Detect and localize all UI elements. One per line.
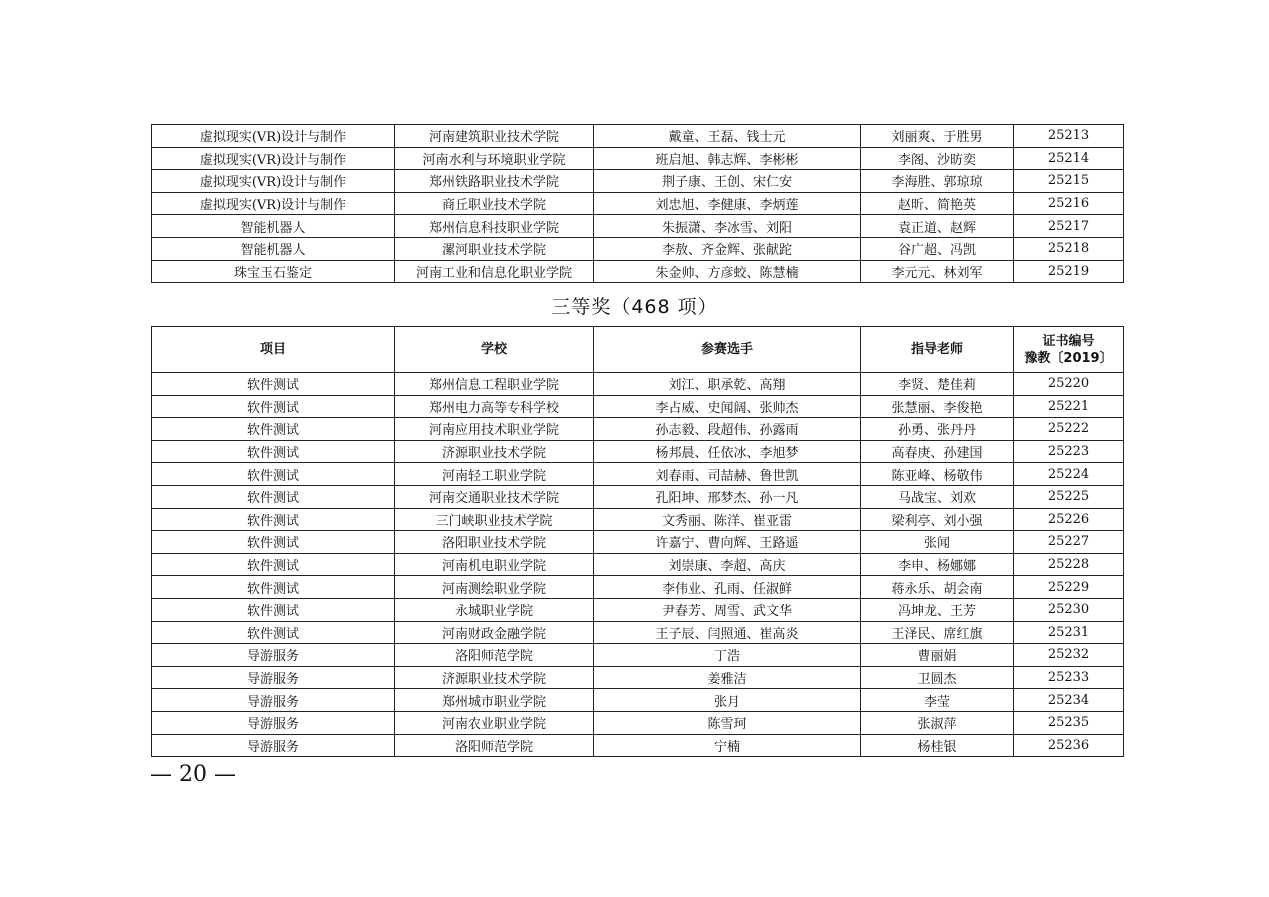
- cell-school: 济源职业技术学院: [395, 440, 594, 463]
- cell-contestants: 孙志毅、段超伟、孙露雨: [594, 418, 861, 441]
- cell-project: 软件测试: [152, 576, 395, 599]
- cell-cert-number: 25234: [1014, 689, 1124, 712]
- cell-advisors: 马战宝、刘欢: [861, 485, 1014, 508]
- cell-project: 珠宝玉石鉴定: [152, 260, 395, 283]
- cell-advisors: 孙勇、张丹丹: [861, 418, 1014, 441]
- table-row: [152, 689, 1124, 712]
- cell-project: 软件测试: [152, 621, 395, 644]
- cell-contestants: 许嘉宁、曹向辉、王路遥: [594, 531, 861, 554]
- cell-advisors: 梁利亭、刘小强: [861, 508, 1014, 531]
- cell-project: 导游服务: [152, 689, 395, 712]
- table-row: [152, 395, 1124, 418]
- cell-project: 软件测试: [152, 463, 395, 486]
- table-row: [152, 485, 1124, 508]
- section-title: 三等奖（468 项）: [551, 296, 718, 318]
- cell-school: 洛阳职业技术学院: [395, 531, 594, 554]
- continued-table-body: [152, 125, 1124, 283]
- cell-cert-number: 25231: [1014, 621, 1124, 644]
- cell-contestants: 班启旭、韩志辉、李彬彬: [594, 147, 861, 170]
- cell-contestants: 刘崇康、李超、高庆: [594, 553, 861, 576]
- cell-school: 郑州信息工程职业学院: [395, 373, 594, 396]
- cell-advisors: 冯坤龙、王芳: [861, 598, 1014, 621]
- cell-school: 河南交通职业技术学院: [395, 485, 594, 508]
- cell-project: 软件测试: [152, 373, 395, 396]
- cell-school: 河南农业职业学院: [395, 711, 594, 734]
- table-row: [152, 440, 1124, 463]
- cell-cert-number: 25236: [1014, 734, 1124, 757]
- cell-contestants: 刘江、职承乾、高翔: [594, 373, 861, 396]
- table-row: [152, 215, 1124, 238]
- table-row: [152, 644, 1124, 667]
- header-cert-line1: 证书编号: [1042, 333, 1095, 349]
- cell-cert-number: 25227: [1014, 531, 1124, 554]
- cell-school: 三门峡职业技术学院: [395, 508, 594, 531]
- cell-school: 河南建筑职业技术学院: [395, 125, 594, 148]
- table-row: [152, 666, 1124, 689]
- cell-cert-number: 25233: [1014, 666, 1124, 689]
- cell-school: 河南机电职业学院: [395, 553, 594, 576]
- cell-contestants: 杨邦晨、任依冰、李旭梦: [594, 440, 861, 463]
- cell-cert-number: 25228: [1014, 553, 1124, 576]
- cell-cert-number: 25218: [1014, 237, 1124, 260]
- cell-project: 软件测试: [152, 395, 395, 418]
- cell-project: 软件测试: [152, 485, 395, 508]
- cell-school: 河南工业和信息化职业学院: [395, 260, 594, 283]
- cell-contestants: 尹春芳、周雪、武文华: [594, 598, 861, 621]
- cell-contestants: 朱金帅、方彦蛟、陈慧楠: [594, 260, 861, 283]
- cell-advisors: 刘丽爽、于胜男: [861, 125, 1014, 148]
- cell-contestants: 王子辰、闫照通、崔高炎: [594, 621, 861, 644]
- header-cert-line2: 豫教〔2019〕: [1024, 350, 1113, 366]
- cell-contestants: 文秀丽、陈洋、崔亚雷: [594, 508, 861, 531]
- header-contestants: 参赛选手: [594, 327, 861, 373]
- table-row: [152, 711, 1124, 734]
- cell-contestants: 李占威、史闻阔、张帅杰: [594, 395, 861, 418]
- table-row: [152, 125, 1124, 148]
- table-row: [152, 260, 1124, 283]
- header-advisors: 指导老师: [861, 327, 1014, 373]
- cell-contestants: 陈雪珂: [594, 711, 861, 734]
- cell-cert-number: 25215: [1014, 170, 1124, 193]
- cell-advisors: 袁正道、赵辉: [861, 215, 1014, 238]
- cell-advisors: 陈亚峰、杨敬伟: [861, 463, 1014, 486]
- table-row: [152, 621, 1124, 644]
- cell-school: 永城职业学院: [395, 598, 594, 621]
- cell-school: 洛阳师范学院: [395, 734, 594, 757]
- third-prize-table-body: [152, 373, 1124, 757]
- cell-cert-number: 25222: [1014, 418, 1124, 441]
- cell-contestants: 李伟业、孔雨、任淑鲜: [594, 576, 861, 599]
- cell-contestants: 戴童、王磊、钱士元: [594, 125, 861, 148]
- cell-cert-number: 25235: [1014, 711, 1124, 734]
- cell-contestants: 李敖、齐金辉、张献跎: [594, 237, 861, 260]
- table-row: [152, 553, 1124, 576]
- table-row: [152, 734, 1124, 757]
- table-row: [152, 418, 1124, 441]
- cell-advisors: 李阁、沙昉奕: [861, 147, 1014, 170]
- cell-advisors: 张淑萍: [861, 711, 1014, 734]
- continued-award-table: [151, 124, 1124, 283]
- cell-cert-number: 25217: [1014, 215, 1124, 238]
- cell-school: 郑州铁路职业技术学院: [395, 170, 594, 193]
- cell-school: 郑州电力高等专科学校: [395, 395, 594, 418]
- table-row: [152, 237, 1124, 260]
- cell-school: 河南水利与环境职业学院: [395, 147, 594, 170]
- cell-cert-number: 25220: [1014, 373, 1124, 396]
- cell-advisors: 王泽民、席红旗: [861, 621, 1014, 644]
- cell-cert-number: 25225: [1014, 485, 1124, 508]
- cell-project: 导游服务: [152, 734, 395, 757]
- cell-project: 软件测试: [152, 508, 395, 531]
- cell-cert-number: 25232: [1014, 644, 1124, 667]
- cell-school: 济源职业技术学院: [395, 666, 594, 689]
- table-row: [152, 192, 1124, 215]
- cell-advisors: 张闻: [861, 531, 1014, 554]
- cell-contestants: 姜雅洁: [594, 666, 861, 689]
- cell-project: 虚拟现实(VR)设计与制作: [152, 125, 395, 148]
- header-school: 学校: [395, 327, 594, 373]
- cell-school: 漯河职业技术学院: [395, 237, 594, 260]
- cell-cert-number: 25216: [1014, 192, 1124, 215]
- cell-cert-number: 25229: [1014, 576, 1124, 599]
- cell-advisors: 张慧丽、李俊艳: [861, 395, 1014, 418]
- cell-advisors: 谷广超、冯凯: [861, 237, 1014, 260]
- table-row: [152, 170, 1124, 193]
- table-header: [152, 327, 1124, 373]
- cell-advisors: 李贤、楚佳莉: [861, 373, 1014, 396]
- cell-advisors: 杨桂银: [861, 734, 1014, 757]
- table-row: [152, 531, 1124, 554]
- cell-project: 导游服务: [152, 644, 395, 667]
- cell-project: 软件测试: [152, 598, 395, 621]
- cell-cert-number: 25214: [1014, 147, 1124, 170]
- table-row: [152, 463, 1124, 486]
- cell-contestants: 张月: [594, 689, 861, 712]
- cell-contestants: 朱振潇、李冰雪、刘阳: [594, 215, 861, 238]
- cell-school: 郑州信息科技职业学院: [395, 215, 594, 238]
- cell-advisors: 卫圆杰: [861, 666, 1014, 689]
- cell-project: 导游服务: [152, 711, 395, 734]
- cell-contestants: 宁楠: [594, 734, 861, 757]
- cell-project: 虚拟现实(VR)设计与制作: [152, 192, 395, 215]
- cell-advisors: 高春庚、孙建国: [861, 440, 1014, 463]
- cell-cert-number: 25223: [1014, 440, 1124, 463]
- cell-advisors: 李申、杨娜娜: [861, 553, 1014, 576]
- cell-project: 智能机器人: [152, 237, 395, 260]
- cell-advisors: 曹丽娟: [861, 644, 1014, 667]
- cell-project: 虚拟现实(VR)设计与制作: [152, 170, 395, 193]
- cell-project: 软件测试: [152, 553, 395, 576]
- cell-contestants: 刘忠旭、李健康、李炳莲: [594, 192, 861, 215]
- cell-school: 河南财政金融学院: [395, 621, 594, 644]
- cell-school: 河南轻工职业学院: [395, 463, 594, 486]
- cell-cert-number: 25226: [1014, 508, 1124, 531]
- page-number: — 20 —: [150, 762, 236, 787]
- cell-project: 软件测试: [152, 418, 395, 441]
- cell-school: 商丘职业技术学院: [395, 192, 594, 215]
- cell-school: 洛阳师范学院: [395, 644, 594, 667]
- cell-contestants: 丁浩: [594, 644, 861, 667]
- cell-advisors: 李海胜、郭琼琼: [861, 170, 1014, 193]
- third-prize-table: [151, 326, 1124, 757]
- table-row: [152, 576, 1124, 599]
- cell-advisors: 李元元、林刘军: [861, 260, 1014, 283]
- cell-project: 导游服务: [152, 666, 395, 689]
- header-project: 项目: [152, 327, 395, 373]
- cell-advisors: 赵昕、简艳英: [861, 192, 1014, 215]
- cell-school: 郑州城市职业学院: [395, 689, 594, 712]
- table-row: [152, 508, 1124, 531]
- cell-school: 河南测绘职业学院: [395, 576, 594, 599]
- cell-contestants: 刘春雨、司喆赫、鲁世凯: [594, 463, 861, 486]
- cell-project: 软件测试: [152, 531, 395, 554]
- cell-contestants: 孔阳坤、邢梦杰、孙一凡: [594, 485, 861, 508]
- cell-project: 软件测试: [152, 440, 395, 463]
- cell-advisors: 李莹: [861, 689, 1014, 712]
- header-cert-number: [1014, 327, 1124, 373]
- cell-cert-number: 25224: [1014, 463, 1124, 486]
- cell-project: 虚拟现实(VR)设计与制作: [152, 147, 395, 170]
- cell-cert-number: 25213: [1014, 125, 1124, 148]
- table-row: [152, 598, 1124, 621]
- cell-project: 智能机器人: [152, 215, 395, 238]
- cell-advisors: 蒋永乐、胡会南: [861, 576, 1014, 599]
- cell-contestants: 荆子康、王创、宋仁安: [594, 170, 861, 193]
- table-row: [152, 147, 1124, 170]
- cell-cert-number: 25230: [1014, 598, 1124, 621]
- cell-school: 河南应用技术职业学院: [395, 418, 594, 441]
- cell-cert-number: 25219: [1014, 260, 1124, 283]
- cell-cert-number: 25221: [1014, 395, 1124, 418]
- table-row: [152, 373, 1124, 396]
